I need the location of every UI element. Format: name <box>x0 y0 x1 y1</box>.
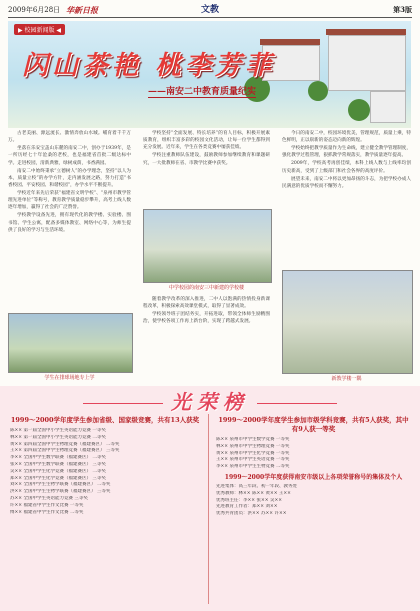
honor-left-column <box>10 416 200 604</box>
paragraph: 展望未来，南安二中将以更加昂扬的斗志，为把学校办成人民满意的优质学校而不懈努力。 <box>282 176 411 189</box>
masthead <box>8 3 412 18</box>
photo-caption: 学生在排球场地专上学 <box>44 375 95 381</box>
honor-entry: 优秀教师：林×× 陈×× 黄×× 王×× <box>216 490 291 496</box>
article-column-2b <box>143 296 270 379</box>
honor-entry: 李×× 全国中学生数学联赛（福建赛区） 二等奖 <box>10 455 106 461</box>
paragraph: 学校注重教师队伍建设，鼓励教师参加继续教育和课题研究，一大批教师在省、市教学比赛中获奖。 <box>143 153 270 166</box>
students-photo <box>8 313 133 373</box>
paragraph: 随着教学改革的深入推进，二中人以饱满的热情投身新课程改革，积极探索高效课堂模式，取得了显著成效。 <box>143 297 270 310</box>
honor-entry: 陈×× 第一届全国中小学生英语能力竞赛 一等奖 <box>10 428 106 433</box>
paragraph: 学校领导班子团结务实，开拓进取，带领全体师生励精图治，使学校各项工作再上新台阶，实现了跨越式发展。 <box>143 312 270 325</box>
honor-entry: 林×× 泉州市中学生物理竞赛 一等奖 <box>216 443 290 449</box>
paragraph: 南安二中始终秉承“立德树人”的办学理念，坚持“以人为本，质量立校”的办学方针，走内涵发展之路，努力打造“书香校园、平安校园、和谐校园”，办学水平不断提升。 <box>8 168 131 189</box>
honor-entry: 林×× 第一届全国中小学生英语能力竞赛 二等奖 <box>10 434 106 440</box>
honor-entry: 吴×× 全国中学生化学竞赛（福建赛区） 二等奖 <box>10 468 106 474</box>
paragraph: 学校近年来先后荣获“福建省文明学校”、“泉州市教学管理先进单位”等称号，教育教学质量稳步攀升，高考上线人数逐年增加，赢得了社会的广泛赞誉。 <box>8 191 131 211</box>
article-column-3 <box>282 130 411 265</box>
photo-caption: 新教学楼一隅 <box>331 376 362 382</box>
honor-entry: 黄×× 第四届全国中学生物理竞赛（福建赛区） 二等奖 <box>10 441 120 447</box>
building-illustration <box>328 35 406 91</box>
paragraph: 学校坚持“全面发展、特长培养”的育人目标，积极开展素质教育，组织丰富多彩的校园文化活动，让每一位学生都得到充分发展。近年来，学生在各类竞赛中屡获佳绩。 <box>143 131 270 151</box>
paragraph: 今日的南安二中，校园环境优美，管理规范，质量上乘，特色鲜明，正以崭新的姿态迈向新的辉煌。 <box>282 131 411 144</box>
honor-entry: 先进集体：高三年段、初一年段、教务处 <box>216 483 297 489</box>
honor-entry: 先进教育工作者：郑×× 刘×× <box>216 504 278 510</box>
honor-entry: 郑×× 全国中学生化学竞赛（福建赛区） 三等奖 <box>10 475 106 481</box>
paragraph: 2009年，学校高考再创佳绩，本科上线人数与上线率均创历史新高，受到了上级部门和社会各界的高度评价。 <box>282 161 411 174</box>
article-column-2 <box>143 130 270 205</box>
section-title: 文教 <box>200 5 219 15</box>
photo-caption: 中学校园的南安三中新建的学校楼 <box>168 285 244 291</box>
honor-entry: 王×× 泉州市中学生英语竞赛 一等奖 <box>216 457 290 463</box>
honor-entry: 许×× 福建省中学生作文比赛 一等奖 <box>10 502 84 508</box>
honor-entry: 刘×× 全国中学生生物学联赛（福建赛区） 二等奖 <box>10 482 111 488</box>
honor-right-column <box>216 416 411 604</box>
honor-entry: 优秀共青团员：洪×× 苏×× 许×× <box>216 511 287 517</box>
paper-name: 华新日报 <box>66 5 98 15</box>
honor-entry: 张×× 全国中学生数学联赛（福建赛区） 三等奖 <box>10 461 106 467</box>
headline-subtitle: ——南安二中教育质量纪实 <box>148 84 256 98</box>
school-building-photo <box>143 209 272 283</box>
honor-entry: 优秀班主任：李×× 张×× 吴×× <box>216 497 282 503</box>
honor-entry: 黄×× 泉州市中学生化学竞赛 一等奖 <box>216 450 290 456</box>
paragraph: 古老美丽、源远流长、激情奔放山水城。哺育着千千万万。 <box>8 131 131 144</box>
honor-entry: 苏×× 全国中学生英语能力竞赛 三等奖 <box>10 495 88 501</box>
honor-entry: 傅×× 福建省中学生作文比赛 二等奖 <box>10 509 84 515</box>
building-illustration <box>370 91 406 123</box>
tree-illustration <box>308 81 328 101</box>
honor-right-title: 1999～2000学年度学生参加市级学科竞赛，共有5人获奖，其中有9人获一等奖 <box>218 416 409 433</box>
headline-banner <box>8 21 411 128</box>
paragraph: 坐落在乐安宝盖山东麓的南安二中，创办于1939年，是一所历经七十年沧桑的老校，也是福建省首批二级达标中学。走进校园，清新典雅，绿树成荫，书香满园。 <box>8 146 131 166</box>
issue-date: 2009年6月28日 <box>8 6 61 14</box>
honor-roll-title: 光荣榜 <box>171 390 249 414</box>
honor-left-title: 1999～2000学年度学生参加省级、国家级竞赛，共有13人获奖 <box>10 416 200 424</box>
honor-entry: 洪×× 全国中学生生物学联赛（福建赛区） 三等奖 <box>10 489 111 495</box>
honor-entry: 陈×× 泉州市中学生数学竞赛 一等奖 <box>216 437 290 442</box>
tree-illustration <box>348 99 370 121</box>
paragraph: 学校教学设备先进，拥有现代化的教学楼、实验楼、图书馆、学生公寓，配备多媒体教室、网络中心等，为师生提供了良好的学习与生活环境。 <box>8 213 131 233</box>
honor-entry: 王×× 第四届全国中学生物理竞赛（福建赛区） 三等奖 <box>10 448 120 454</box>
page-number: 第3版 <box>393 5 412 14</box>
paragraph: 学校始终把教学质量作为生命线，建立健全教学管理制度，强化教学过程管理，狠抓教学常规落实，教学质量逐年提高。 <box>282 146 411 159</box>
headline-title: 闪山茶艳 桃李芳菲 <box>22 51 276 81</box>
banner-label: ▶ 校园新闻版 ◀ <box>14 24 65 35</box>
decorative-line <box>83 403 163 404</box>
honor-entry: 李×× 泉州市中学生生物竞赛 二等奖 <box>216 464 290 470</box>
honor-divider <box>208 414 209 604</box>
campus-photo <box>282 270 413 374</box>
decorative-line <box>257 403 337 404</box>
honor-roll-heading <box>0 386 420 415</box>
honor-right-subtitle: 1999～2000学年度获得南安市级以上各项荣誉称号的集体及个人 <box>224 473 403 481</box>
